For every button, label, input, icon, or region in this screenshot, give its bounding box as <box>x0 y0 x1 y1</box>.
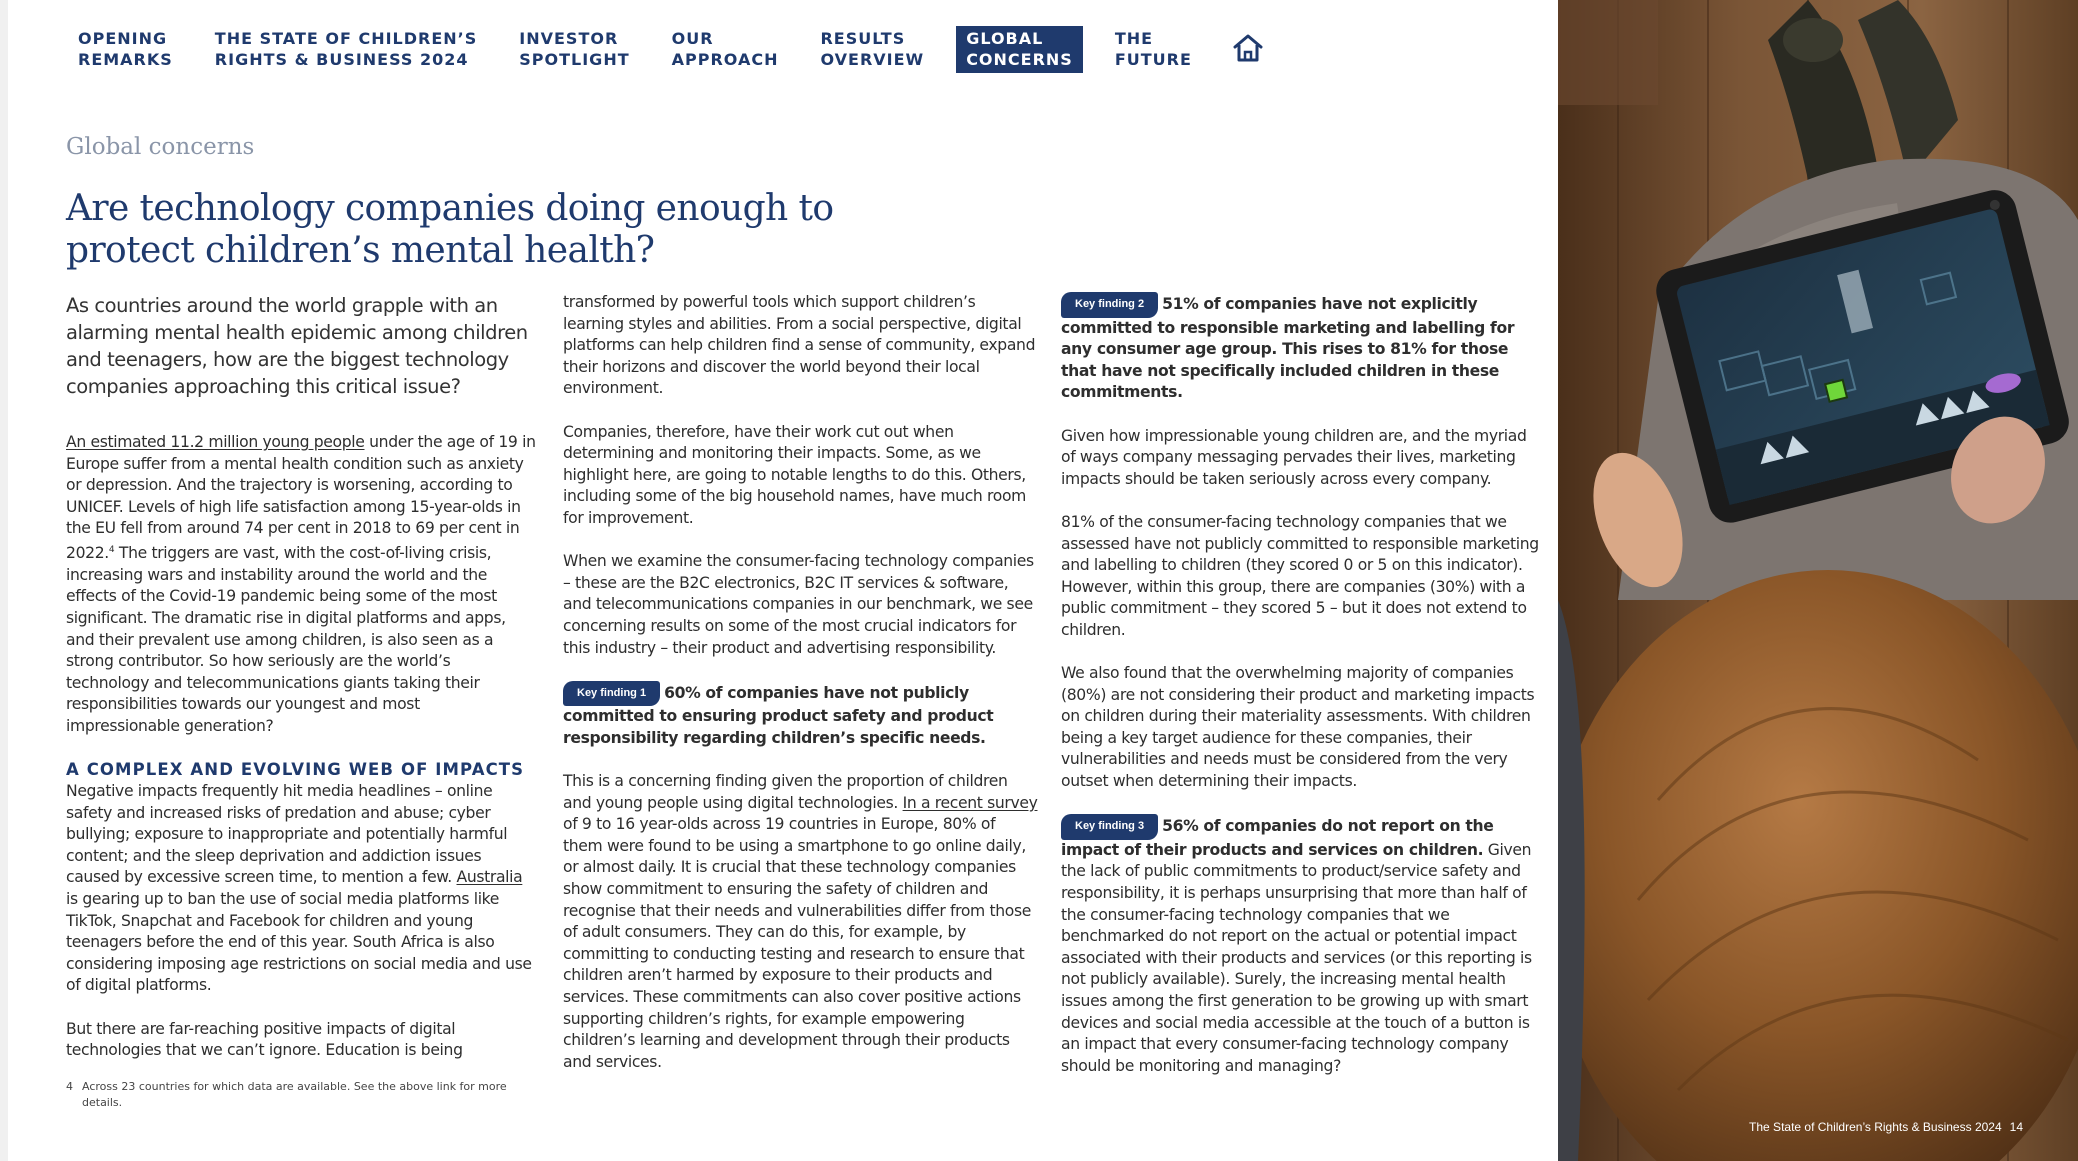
section-label: Global concerns <box>66 134 255 160</box>
paragraph: 81% of the consumer-facing technology companies that we assessed have not publicly committed to responsible marketing and labelling to children (they scored 0 or 5 on this indicator). However, within this group, there are companies (30%) with a public commitment – they scored 5 – but it does not extend to children. <box>1061 512 1539 639</box>
paragraph: We also found that the overwhelming majority of companies (80%) are not considering their product and marketing impacts on children during their materiality assessments. With children being a key target audience for these companies, their vulnerabilities and needs must be considered from the very outset when determining their impacts. <box>1061 664 1535 791</box>
paragraph: transformed by powerful tools which support children’s learning styles and abilities. From a social perspective, digital platforms can help children find a sense of community, expand their horizons and discover the world beyond their local environment. <box>563 293 1036 398</box>
text-span: Given the lack of public commitments to product/service safety and responsibility, it is perhaps unsurprising that more than half of the consumer-facing technology companies that we benchmarked do not report on the actual or potential impact associated with their products and services (or this reporting is not publicly available). Surely, the increasing mental health issues among the first generation to be growing up with smart devices and social media accessible at the touch of a button is an impact that every consumer-facing technology company should be monitoring and managing? <box>1061 840 1532 1075</box>
paragraph <box>563 771 1038 1073</box>
paragraph: Companies, therefore, have their work cut out when determining and monitoring their impacts. Some, as we highlight here, are going to notable lengths to do this. Others, including some of the big household names, have much room for improvement. <box>563 422 1026 527</box>
nav-the-future[interactable]: THE FUTURE <box>1114 29 1192 69</box>
page-title <box>66 188 886 272</box>
key-finding-text: 56% of companies do not report on the impact of their products and services on children. <box>1061 817 1494 859</box>
footnote-ref: 4 <box>108 544 115 555</box>
nav-investor-spotlight[interactable]: INVESTOR SPOTLIGHT <box>519 29 630 69</box>
column-3 <box>1061 292 1539 1099</box>
intro-paragraph: As countries around the world grapple with an alarming mental health epidemic among children and teenagers, how are the biggest technology companies approaching this critical issue? <box>66 294 528 398</box>
top-nav <box>68 26 1266 73</box>
paragraph: When we examine the consumer-facing technology companies – these are the B2C electronics, B2C IT services & software, and telecommunications companies in our benchmark, we see concerning results on some of the most crucial indicators for this industry – their product and advertising responsibility. <box>563 552 1034 657</box>
key-finding-2 <box>1061 292 1539 404</box>
nav-state-of-childrens-rights[interactable]: THE STATE OF CHILDREN’S RIGHTS & BUSINESS 2024 <box>214 29 478 69</box>
column-1 <box>66 292 536 1111</box>
photo-illustration <box>1558 0 2078 1161</box>
nav-global-concerns[interactable]: GLOBAL CONCERNS <box>956 26 1083 73</box>
subheading: A COMPLEX AND EVOLVING WEB OF IMPACTS <box>66 760 525 780</box>
link-australia[interactable]: Australia <box>456 868 523 887</box>
text-span: under the age of 19 in Europe suffer from a mental health condition such as anxiety or depression. And the trajectory is worsening, according to UNICEF. Levels of high life satisfaction among 15-year-olds in the EU fell from around 74 per cent in 2018 to 69 per cent in 2022. <box>66 433 536 563</box>
key-finding-badge: Key finding 3 <box>1061 814 1158 840</box>
title-line-1: Are technology companies doing enough to <box>66 188 834 229</box>
link-estimated-young-people[interactable]: An estimated 11.2 million young people <box>66 433 365 451</box>
page-number: 14 <box>2009 1120 2023 1134</box>
text-span: The triggers are vast, with the cost-of-living crisis, increasing wars and instability around the world and the effects of the Covid-19 pandemic being some of the most significant. The dramatic rise in digital platforms and apps, and their prevalent use among children, is also seen as a strong contributor. So how seriously are the world’s technology and telecommunications giants taking their responsibilities towards our youngest and most impressionable generation? <box>66 544 506 735</box>
footnote <box>66 1079 536 1111</box>
nav-our-approach[interactable]: OUR APPROACH <box>671 29 779 69</box>
text-span: This is a concerning finding given the proportion of children and young people using digital technologies. <box>563 772 1008 812</box>
column-2 <box>563 292 1038 1095</box>
child-with-tablet-photo <box>1558 0 2078 1161</box>
text-span: Negative impacts frequently hit media headlines – online safety and increased risks of predation and abuse; cyber bullying; exposure to inappropriate and potentially harmful content; and the sleep deprivation and addiction issues caused by excessive screen time, to mention a few. <box>66 782 508 887</box>
footnote-number: 4 <box>66 1080 73 1094</box>
nav-opening-remarks[interactable]: OPENING REMARKS <box>78 29 173 69</box>
nav-results-overview[interactable]: RESULTS OVERVIEW <box>820 29 925 69</box>
key-finding-badge: Key finding 1 <box>563 681 660 707</box>
text-span: is gearing up to ban the use of social media platforms like TikTok, Snapchat and Facebook for children and young teenagers before the end of this year. South Africa is also considering imposing age restrictions on social media and use of digital platforms. <box>66 890 532 995</box>
key-finding-text: 60% of companies have not publicly committed to ensuring product safety and product responsibility regarding children’s specific needs. <box>563 683 994 747</box>
footer-publication: The State of Children’s Rights & Business 2024 <box>1749 1120 2002 1134</box>
paragraph: But there are far-reaching positive impacts of digital technologies that we can’t ignore. Education is being <box>66 1019 463 1060</box>
paragraph <box>66 781 536 997</box>
key-finding-3 <box>1061 814 1539 1077</box>
link-recent-survey[interactable]: In a recent survey <box>902 793 1038 812</box>
key-finding-text: 51% of companies have not explicitly committed to responsible marketing and labelling for any consumer age group. This rises to 81% for those that have not specifically included children in these commitments. <box>1061 295 1515 402</box>
paragraph <box>66 432 536 738</box>
text-span: of 9 to 16 year-olds across 19 countries in Europe, 80% of them were found to be using a smartphone to go online daily, or almost daily. It is crucial that these technology companies show commitment to ensuring the safety of children and recognise that their needs and vulnerabilities differ from those of adult consumers. They can do this, for example, by committing to conducting testing and research to ensure that children aren’t harmed by exposure to their products and services. These commitments can also cover positive actions supporting children’s rights, for example empowering children’s learning and development through their products and services. <box>563 815 1032 1071</box>
key-finding-1 <box>563 681 1038 750</box>
paragraph: Given how impressionable young children are, and the myriad of ways company messaging pervades their lives, marketing impacts should be taken seriously across every company. <box>1061 426 1527 488</box>
page-footer <box>1749 1120 2023 1134</box>
key-finding-badge: Key finding 2 <box>1061 292 1158 318</box>
home-icon[interactable] <box>1230 30 1266 66</box>
footnote-text: Across 23 countries for which data are available. See the above link for more details. <box>82 1080 507 1110</box>
title-line-2: protect children’s mental health? <box>66 230 655 271</box>
